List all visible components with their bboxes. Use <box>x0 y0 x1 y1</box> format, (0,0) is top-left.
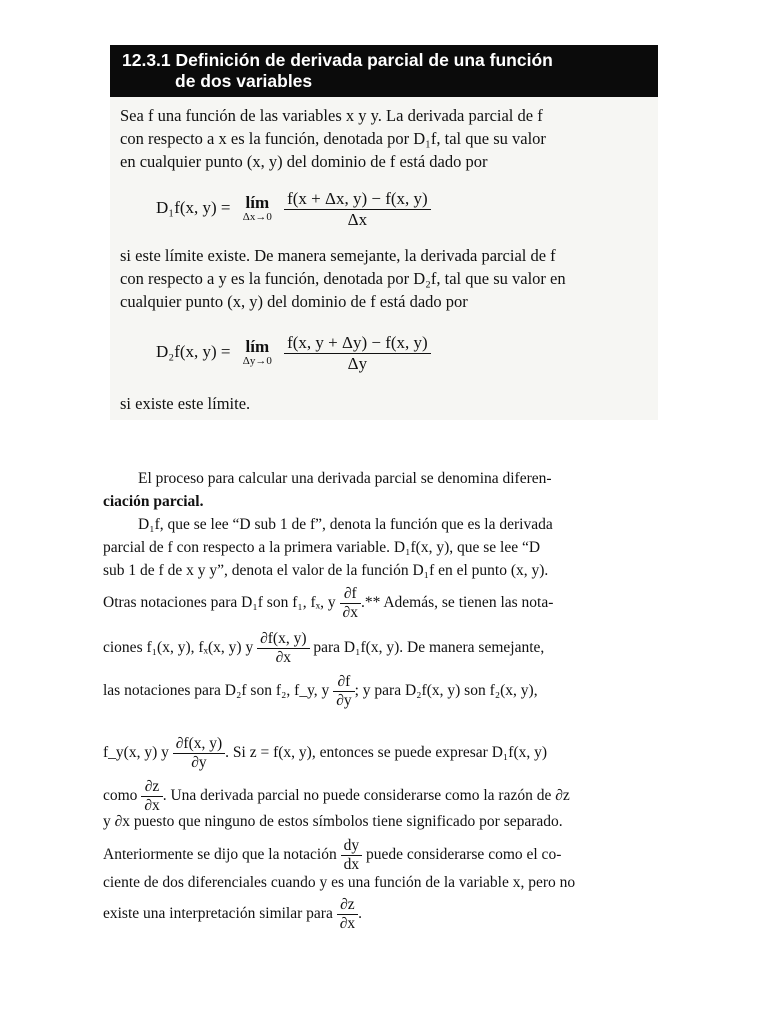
limit-operator <box>243 194 272 223</box>
denominator: ∂x <box>275 648 291 666</box>
difference-quotient <box>284 189 431 229</box>
body-line <box>103 778 570 815</box>
text-run: . <box>358 904 362 922</box>
body-line: ciente de dos diferenciales cuando y es una función de la variable x, pero no <box>103 874 576 891</box>
denominator: ∂x <box>144 796 160 814</box>
definition-line: con respecto a x es la función, denotada por D₁f, tal que su valor <box>120 129 546 148</box>
numerator: ∂f(x, y) <box>173 735 225 754</box>
equation-lhs: D₂f(x, y) = <box>156 341 231 361</box>
numerator: f(x, y + Δy) − f(x, y) <box>284 333 431 354</box>
text-run: Anteriormente se dijo que la notación <box>103 845 337 863</box>
limit-word: lím <box>245 337 270 357</box>
definition-line: si existe este límite. <box>120 394 251 413</box>
body-line <box>103 673 538 710</box>
numerator: f(x + Δx, y) − f(x, y) <box>284 189 431 210</box>
text-run: . Una derivada parcial no puede considerarse como la razón de ∂z <box>162 786 570 804</box>
section-title-line2: de dos variables <box>175 71 313 91</box>
text-run: ciones f₁(x, y), fₓ(x, y) y <box>103 638 254 656</box>
body-line: y ∂x puesto que ninguno de estos símbolos tiene significado por separado. <box>103 813 563 830</box>
difference-quotient <box>284 333 431 373</box>
body-line: parcial de f con respecto a la primera variable. D₁f(x, y), que se lee “D <box>103 539 541 556</box>
text-run: existe una interpretación similar para <box>103 904 333 922</box>
fraction-df-dy <box>333 673 354 710</box>
body-line <box>103 896 362 933</box>
numerator: ∂f <box>333 673 354 692</box>
fraction-dz-dx <box>141 778 162 815</box>
body-line <box>103 630 544 667</box>
definition-line: Sea f una función de las variables x y y. La derivada parcial de f <box>120 106 543 125</box>
numerator: ∂z <box>337 896 358 915</box>
numerator: dy <box>341 837 363 856</box>
body-line: sub 1 de f de x y y”, denota el valor de la función D₁f en el punto (x, y). <box>103 562 549 579</box>
definition-line: con respecto a y es la función, denotada por D₂f, tal que su valor en <box>120 269 566 288</box>
fraction-dfxy-dy <box>173 735 225 772</box>
definition-box <box>110 97 658 420</box>
denominator: ∂x <box>342 603 358 621</box>
equation-d1 <box>156 189 431 229</box>
body-line: El proceso para calcular una derivada parcial se denomina diferen- <box>138 470 552 487</box>
limit-subscript: Δy→0 <box>242 355 272 368</box>
numerator: ∂f(x, y) <box>257 630 309 649</box>
limit-subscript: Δx→0 <box>242 211 272 224</box>
fraction-dz-dx <box>337 896 358 933</box>
denominator: Δy <box>347 353 368 373</box>
text-run: ; y para D₂f(x, y) son f₂(x, y), <box>354 681 538 699</box>
section-header <box>110 45 658 97</box>
definition-line: cualquier punto (x, y) del dominio de f está dado por <box>120 292 468 311</box>
equation-d2 <box>156 333 431 373</box>
body-line <box>103 585 553 622</box>
fraction-dy-dx <box>341 837 363 874</box>
definition-line: en cualquier punto (x, y) del dominio de f está dado por <box>120 152 488 171</box>
equation-lhs: D₁f(x, y) = <box>156 197 231 217</box>
section-title <box>122 50 553 92</box>
body-line <box>103 837 561 874</box>
numerator: ∂z <box>141 778 162 797</box>
text-run: .** Además, se tienen las nota- <box>360 593 554 611</box>
denominator: Δx <box>347 209 368 229</box>
denominator: ∂y <box>191 753 207 771</box>
denominator: ∂x <box>339 914 356 932</box>
definition-line: si este límite existe. De manera semejante, la derivada parcial de f <box>120 246 556 265</box>
limit-operator <box>243 338 272 367</box>
text-run: para D₁f(x, y). De manera semejante, <box>313 638 545 656</box>
limit-word: lím <box>245 193 270 213</box>
text-run: f_y(x, y) y <box>103 743 169 761</box>
denominator: dx <box>343 855 360 873</box>
denominator: ∂y <box>336 691 352 709</box>
numerator: ∂f <box>340 585 361 604</box>
fraction-dfxy-dx <box>257 630 309 667</box>
text-run: como <box>103 786 138 804</box>
body-line <box>103 735 547 772</box>
text-run: las notaciones para D₂f son f₂, f_y, y <box>103 681 330 699</box>
section-title-line1: 12.3.1 Definición de derivada parcial de una función <box>122 50 553 70</box>
text-run: . Si z = f(x, y), entonces se puede expresar D₁f(x, y) <box>225 743 548 761</box>
body-line: D₁f, que se lee “D sub 1 de f”, denota la función que es la derivada <box>138 516 553 533</box>
text-run: Otras notaciones para D₁f son f₁, fₓ, y <box>103 593 336 611</box>
text-run: puede considerarse como el co- <box>365 845 562 863</box>
body-line: ciación parcial. <box>103 493 204 510</box>
fraction-df-dx <box>340 585 361 622</box>
